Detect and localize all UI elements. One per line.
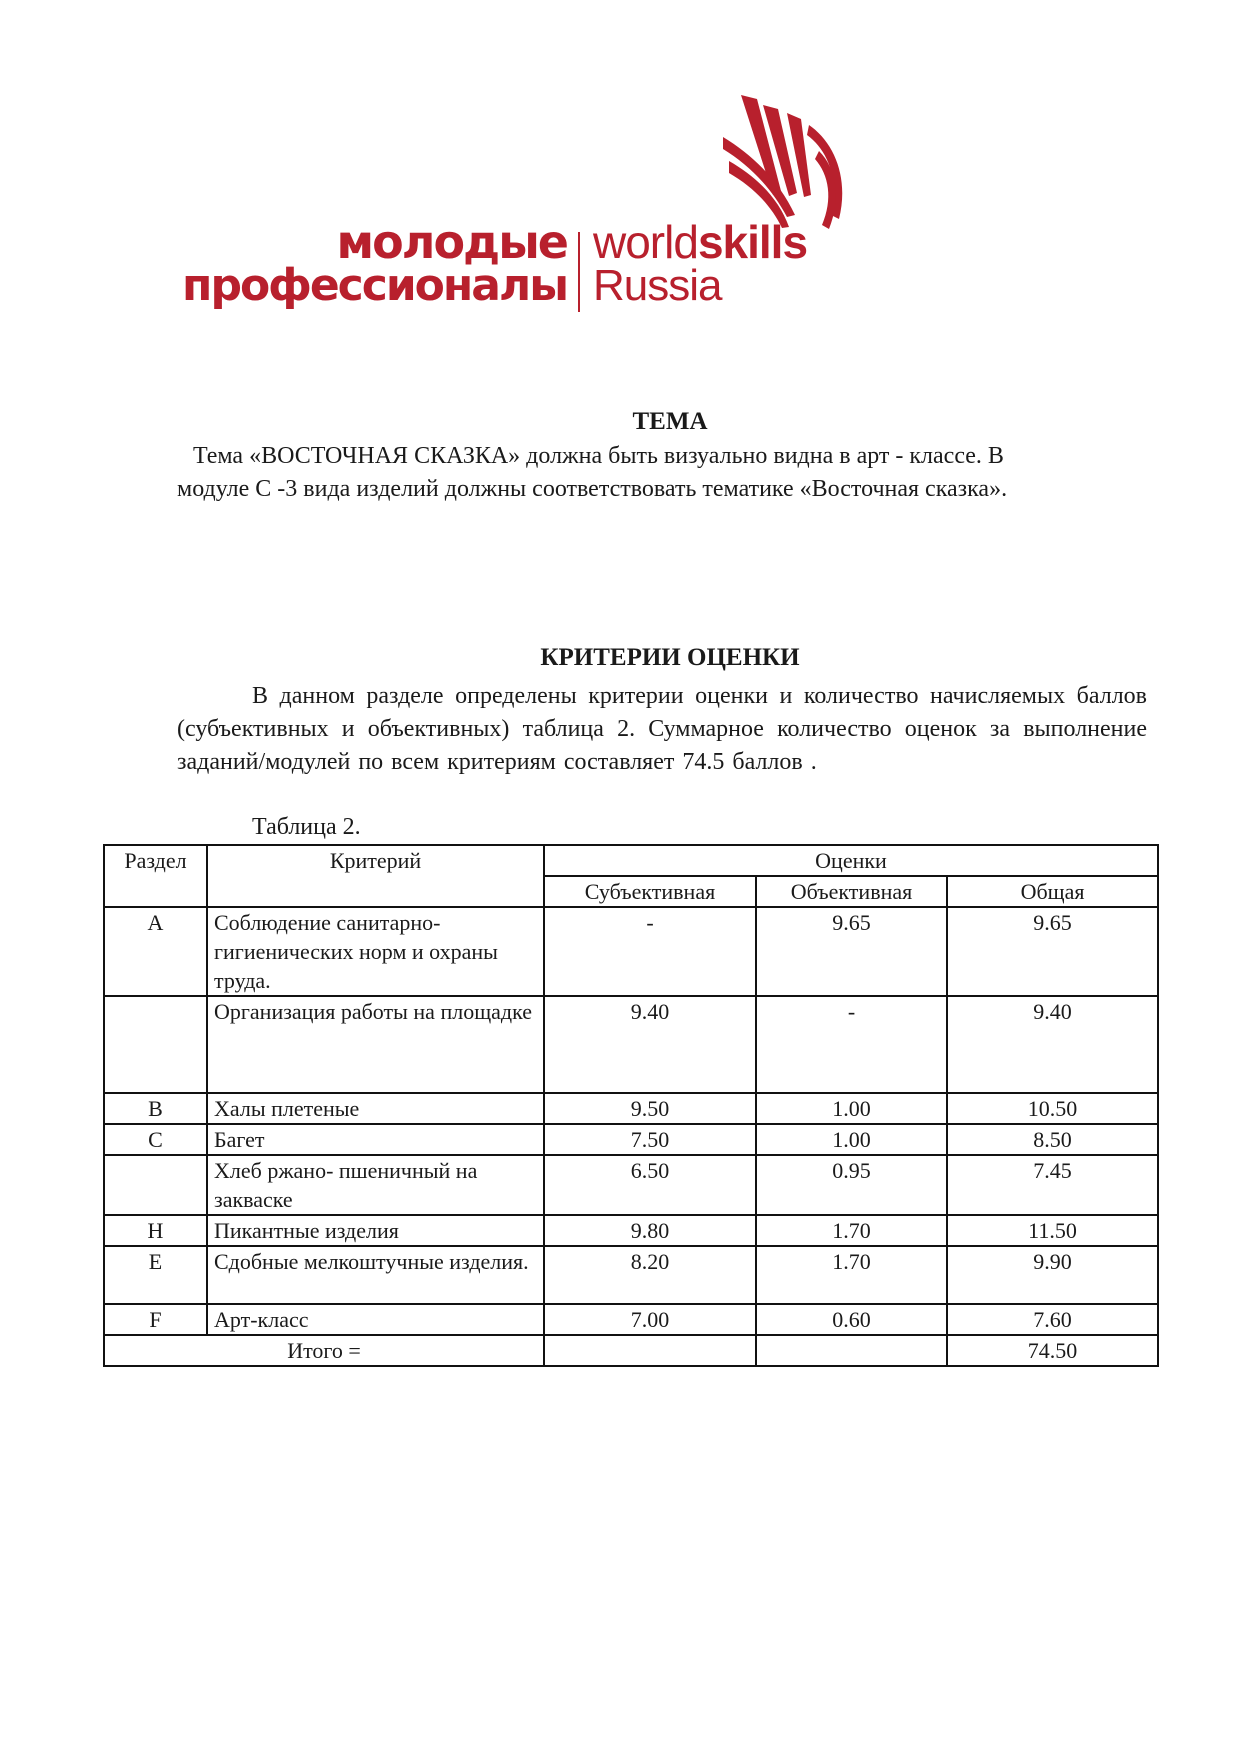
criteria-paragraph: В данном разделе определены критерии оценки и количество начисляемых баллов (субъективных и объективных) таблица 2. Суммарное количество оценок за выполнение заданий/модулей по всем критериям составляет 74.5 баллов . <box>177 683 1147 775</box>
header-section: Раздел <box>104 845 207 907</box>
row-criterion: Арт-класс <box>207 1304 544 1335</box>
table-total-row <box>104 1335 1158 1366</box>
row-objective: 1.70 <box>756 1246 947 1304</box>
tema-paragraph: Тема «ВОСТОЧНАЯ СКАЗКА» должна быть визуально видна в арт - классе. В модуле С -3 вида изделий должны соответствовать тематике «Восточная сказка». <box>177 443 1008 502</box>
row-section <box>104 996 207 1093</box>
total-objective <box>756 1335 947 1366</box>
row-subjective: 9.40 <box>544 996 756 1093</box>
total-subjective <box>544 1335 756 1366</box>
row-criterion: Сдобные мелкоштучные изделия. <box>207 1246 544 1304</box>
row-criterion: Багет <box>207 1124 544 1155</box>
logo-wordmark-ru <box>175 215 567 311</box>
header-subjective: Субъективная <box>544 876 756 907</box>
table-caption: Таблица 2. <box>252 814 361 840</box>
row-criterion: Пикантные изделия <box>207 1215 544 1246</box>
logo-wordmark-en <box>593 216 808 310</box>
row-objective: 0.95 <box>756 1155 947 1215</box>
row-subjective: 8.20 <box>544 1246 756 1304</box>
row-section: H <box>104 1215 207 1246</box>
row-objective: 9.65 <box>756 907 947 996</box>
row-section: E <box>104 1246 207 1304</box>
row-total: 9.40 <box>947 996 1158 1093</box>
table-row <box>104 1155 1158 1215</box>
logo-russia: Russia <box>593 261 722 310</box>
row-criterion: Организация работы на площадке <box>207 996 544 1093</box>
table-row <box>104 996 1158 1093</box>
table-row <box>104 1124 1158 1155</box>
table-row <box>104 1215 1158 1246</box>
row-objective: 1.70 <box>756 1215 947 1246</box>
row-subjective: 7.00 <box>544 1304 756 1335</box>
row-criterion: Соблюдение санитарно-гигиенических норм и охраны труда. <box>207 907 544 996</box>
logo-line-2: профессионалы <box>182 260 567 311</box>
logo-world: world <box>593 216 698 268</box>
scores-table <box>103 844 1159 1367</box>
total-label: Итого = <box>104 1335 544 1366</box>
row-section: F <box>104 1304 207 1335</box>
logo-divider <box>578 232 580 312</box>
row-total: 7.45 <box>947 1155 1158 1215</box>
header-objective: Объективная <box>756 876 947 907</box>
row-objective: - <box>756 996 947 1093</box>
header-scores: Оценки <box>544 845 1158 876</box>
row-subjective: - <box>544 907 756 996</box>
table-row <box>104 1246 1158 1304</box>
total-value: 74.50 <box>947 1335 1158 1366</box>
row-total: 9.65 <box>947 907 1158 996</box>
row-total: 9.90 <box>947 1246 1158 1304</box>
row-objective: 0.60 <box>756 1304 947 1335</box>
row-criterion: Халы плетеные <box>207 1093 544 1124</box>
worldskills-emblem-icon <box>723 95 855 235</box>
criteria-heading: КРИТЕРИИ ОЦЕНКИ <box>540 644 800 671</box>
table-row <box>104 1093 1158 1124</box>
row-section: B <box>104 1093 207 1124</box>
row-criterion: Хлеб ржано- пшеничный на закваске <box>207 1155 544 1215</box>
row-total: 10.50 <box>947 1093 1158 1124</box>
row-section: C <box>104 1124 207 1155</box>
row-objective: 1.00 <box>756 1093 947 1124</box>
header-total: Общая <box>947 876 1158 907</box>
table-row <box>104 907 1158 996</box>
row-subjective: 6.50 <box>544 1155 756 1215</box>
worldskills-logo <box>175 95 855 335</box>
tema-heading: ТЕМА <box>632 408 708 435</box>
logo-line-1: молодые <box>336 215 567 269</box>
row-section <box>104 1155 207 1215</box>
row-subjective: 9.50 <box>544 1093 756 1124</box>
table-row <box>104 1304 1158 1335</box>
row-objective: 1.00 <box>756 1124 947 1155</box>
row-subjective: 7.50 <box>544 1124 756 1155</box>
row-total: 8.50 <box>947 1124 1158 1155</box>
logo-skills: skills <box>697 216 808 268</box>
header-criterion: Критерий <box>207 845 544 907</box>
logo-line-world-skills <box>593 216 808 268</box>
row-total: 11.50 <box>947 1215 1158 1246</box>
row-total: 7.60 <box>947 1304 1158 1335</box>
row-subjective: 9.80 <box>544 1215 756 1246</box>
row-section: A <box>104 907 207 996</box>
